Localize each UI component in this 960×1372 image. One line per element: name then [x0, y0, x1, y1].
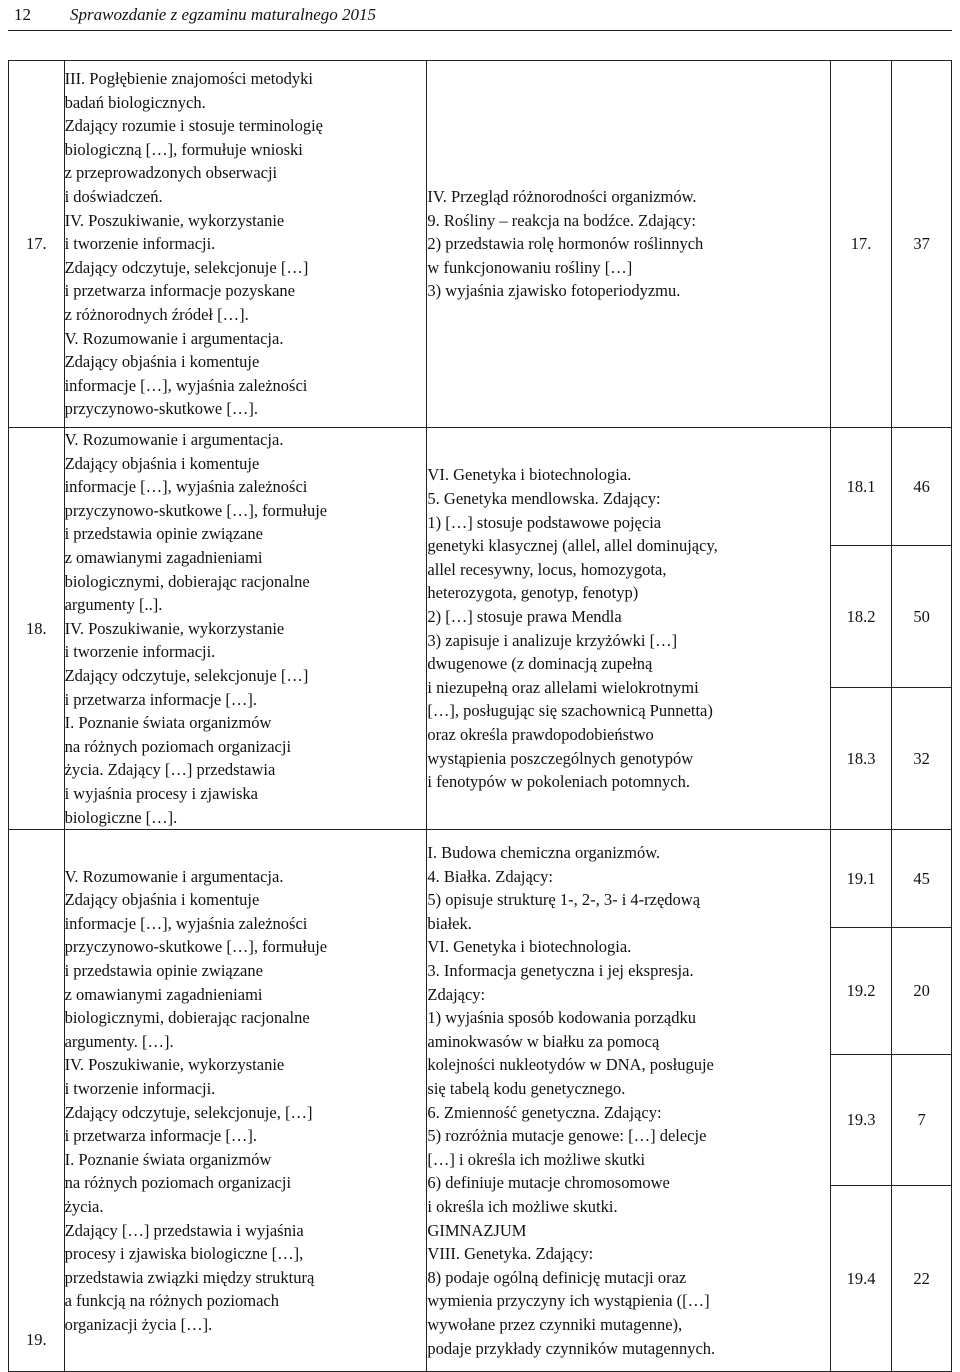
task-row-19 [9, 830, 952, 928]
text-line: VIII. Genetyka. Zdający: [427, 1244, 594, 1264]
text-line: z różnorodnych źródeł […]. [64, 304, 249, 324]
page-number: 12 [14, 5, 31, 24]
subtask-number: 18.3 [830, 687, 892, 829]
text-line: badań biologicznych. [64, 92, 206, 112]
text-line: Zdający odczytuje, selekcjonuje […] [64, 257, 309, 277]
text-line: przyczynowo-skutkowe […], formułuje [64, 500, 328, 520]
text-line: 5) opisuje strukturę 1-, 2-, 3- i 4-rzędową [427, 890, 701, 910]
text-line: VI. Genetyka i biotechnologia. [427, 465, 632, 485]
text-line: Zdający rozumie i stosuje terminologię [64, 116, 324, 136]
text-line: kolejności nukleotydów w DNA, posługuje [427, 1055, 714, 1075]
text-line: a funkcją na różnych poziomach [64, 1291, 279, 1311]
text-line: IV. Przegląd różnorodności organizmów. [427, 187, 697, 207]
subtask-number: 19.2 [830, 928, 892, 1055]
solvability-value: 22 [892, 1186, 952, 1372]
text-line: 5) rozróżnia mutacje genowe: […] delecje [427, 1126, 707, 1146]
text-line: i niezupełną oraz allelami wielokrotnymi [427, 677, 699, 697]
text-line: biologicznymi, dobierając racjonalne [64, 571, 310, 591]
detailed-requirements [427, 61, 830, 428]
text-line: GIMNAZJUM [427, 1220, 527, 1240]
text-line: Zdający odczytuje, selekcjonuje […] [64, 665, 309, 685]
subtask-number: 17. [830, 61, 892, 428]
subtask-number: 18.1 [830, 428, 892, 546]
text-line: 3. Informacja genetyczna i jej ekspresja. [427, 961, 694, 981]
detailed-requirements [427, 830, 830, 1372]
text-line: argumenty. […]. [64, 1031, 174, 1051]
text-line: i przetwarza informacje […]. [64, 689, 257, 709]
solvability-value: 50 [892, 545, 952, 687]
text-line: informacje […], wyjaśnia zależności [64, 913, 308, 933]
text-line: 6) definiuje mutacje chromosomowe [427, 1173, 670, 1193]
text-line: informacje […], wyjaśnia zależności [64, 477, 308, 497]
text-line: i wyjaśnia procesy i zjawiska [64, 783, 258, 803]
text-line: się tabelą kodu genetycznego. [427, 1079, 626, 1098]
text-line: i tworzenie informacji. [64, 1079, 216, 1098]
text-line: biologiczną […], formułuje wnioski [64, 139, 303, 159]
text-line: I. Budowa chemiczna organizmów. [427, 843, 661, 863]
text-line: i przedstawia opinie związane [64, 961, 263, 981]
text-line: 9. Rośliny – reakcja na bodźce. Zdający: [427, 210, 696, 230]
text-line: na różnych poziomach organizacji [64, 1173, 292, 1193]
text-line: i doświadczeń. [64, 187, 163, 207]
general-requirements [64, 61, 427, 428]
text-line: 5. Genetyka mendlowska. Zdający: [427, 488, 661, 508]
text-line: na różnych poziomach organizacji [64, 736, 292, 756]
text-line: i określa ich możliwe skutki. [427, 1196, 618, 1216]
text-line: i fenotypów w pokoleniach potomnych. [427, 772, 690, 792]
solvability-value: 37 [892, 61, 952, 428]
text-line: VI. Genetyka i biotechnologia. [427, 937, 632, 957]
text-line: argumenty [..]. [64, 595, 163, 615]
text-line: Zdający […] przedstawia i wyjaśnia [64, 1220, 304, 1240]
text-line: IV. Poszukiwanie, wykorzystanie [64, 618, 285, 638]
text-line: V. Rozumowanie i argumentacja. [64, 430, 284, 449]
task-number: 18. [9, 428, 65, 830]
text-line: Zdający odczytuje, selekcjonuje, […] [64, 1102, 313, 1122]
header-rule [8, 30, 952, 31]
text-line: Zdający objaśnia i komentuje [64, 453, 260, 473]
text-line: 2) […] stosuje prawa Mendla [427, 606, 622, 626]
text-line: V. Rozumowanie i argumentacja. [64, 866, 284, 886]
general-requirements [64, 428, 427, 830]
text-line: 6. Zmienność genetyczna. Zdający: [427, 1102, 662, 1122]
text-line: i przedstawia opinie związane [64, 524, 263, 544]
text-line: i tworzenie informacji. [64, 234, 216, 254]
text-line: IV. Poszukiwanie, wykorzystanie [64, 210, 285, 230]
solvability-value: 20 [892, 928, 952, 1055]
text-line: organizacji życia […]. [64, 1314, 213, 1334]
text-line: wywołane przez czynniki mutagenne), [427, 1314, 683, 1334]
solvability-value: 32 [892, 687, 952, 829]
text-line: Zdający objaśnia i komentuje [64, 352, 260, 372]
task-number: 17. [9, 61, 65, 428]
subtask-number: 19.3 [830, 1055, 892, 1186]
text-line: 3) zapisuje i analizuje krzyżówki […] [427, 630, 678, 650]
text-line: życia. [64, 1196, 104, 1216]
subtask-number: 18.2 [830, 545, 892, 687]
text-line: biologicznymi, dobierając racjonalne [64, 1008, 310, 1028]
task-row-17 [9, 61, 952, 428]
text-line: przyczynowo-skutkowe […], formułuje [64, 937, 328, 957]
text-line: V. Rozumowanie i argumentacja. [64, 328, 284, 348]
text-line: Zdający objaśnia i komentuje [64, 890, 260, 910]
text-line: biologiczne […]. [64, 807, 178, 827]
text-line: życia. Zdający […] przedstawia [64, 760, 276, 780]
solvability-value: 7 [892, 1055, 952, 1186]
text-line: z omawianymi zagadnieniami [64, 547, 263, 567]
text-line: i tworzenie informacji. [64, 642, 216, 662]
text-line: z omawianymi zagadnieniami [64, 984, 263, 1004]
text-line: z przeprowadzonych obserwacji [64, 163, 278, 183]
text-line: IV. Poszukiwanie, wykorzystanie [64, 1055, 285, 1075]
task-row-18 [9, 428, 952, 546]
detailed-requirements [427, 428, 830, 830]
text-line: heterozygota, genotyp, fenotyp) [427, 583, 639, 603]
text-line: przyczynowo-skutkowe […]. [64, 399, 258, 419]
text-line: […], posługując się szachownicą Punnetta) [427, 701, 713, 721]
text-line: i przetwarza informacje pozyskane [64, 281, 295, 301]
report-title: Sprawozdanie z egzaminu maturalnego 2015 [70, 5, 376, 24]
subtask-number: 19.4 [830, 1186, 892, 1372]
text-line: 1) wyjaśnia sposób kodowania porządku [427, 1008, 696, 1028]
text-line: wymienia przyczyny ich wystąpienia ([…] [427, 1291, 710, 1311]
text-line: białek. [427, 913, 472, 933]
text-line: 3) wyjaśnia zjawisko fotoperiodyzmu. [427, 281, 681, 301]
text-line: I. Poznanie świata organizmów [64, 713, 272, 733]
page-header [0, 0, 960, 36]
text-line: Zdający: [427, 984, 486, 1004]
text-line: oraz określa prawdopodobieństwo [427, 724, 654, 744]
subtask-number: 19.1 [830, 830, 892, 928]
text-line: aminokwasów w białku za pomocą [427, 1031, 660, 1051]
general-requirements [64, 830, 427, 1372]
text-line: 2) przedstawia rolę hormonów roślinnych [427, 234, 704, 254]
text-line: dwugenowe (z dominacją zupełną [427, 654, 653, 674]
text-line: genetyki klasycznej (allel, allel dominujący, [427, 536, 718, 556]
text-line: I. Poznanie świata organizmów [64, 1149, 272, 1169]
text-line: w funkcjonowaniu rośliny […] [427, 257, 633, 277]
task-number: 19. [9, 830, 65, 1372]
solvability-value: 45 [892, 830, 952, 928]
results-table [8, 60, 952, 1372]
text-line: 1) […] stosuje podstawowe pojęcia [427, 512, 662, 532]
text-line: i przetwarza informacje […]. [64, 1126, 257, 1146]
solvability-value: 46 [892, 428, 952, 546]
text-line: informacje […], wyjaśnia zależności [64, 375, 308, 395]
text-line: podaje przykłady czynników mutagennych. [427, 1338, 716, 1358]
text-line: allel recesywny, locus, homozygota, [427, 559, 667, 579]
text-line: 4. Białka. Zdający: [427, 866, 553, 886]
text-line: […] i określa ich możliwe skutki [427, 1149, 646, 1169]
text-line: procesy i zjawiska biologiczne […], [64, 1244, 304, 1264]
text-line: wystąpienia poszczególnych genotypów [427, 748, 694, 768]
text-line: III. Pogłębienie znajomości metodyki [64, 69, 313, 89]
text-line: 8) podaje ogólną definicję mutacji oraz [427, 1267, 687, 1287]
text-line: przedstawia związki między strukturą [64, 1267, 315, 1287]
